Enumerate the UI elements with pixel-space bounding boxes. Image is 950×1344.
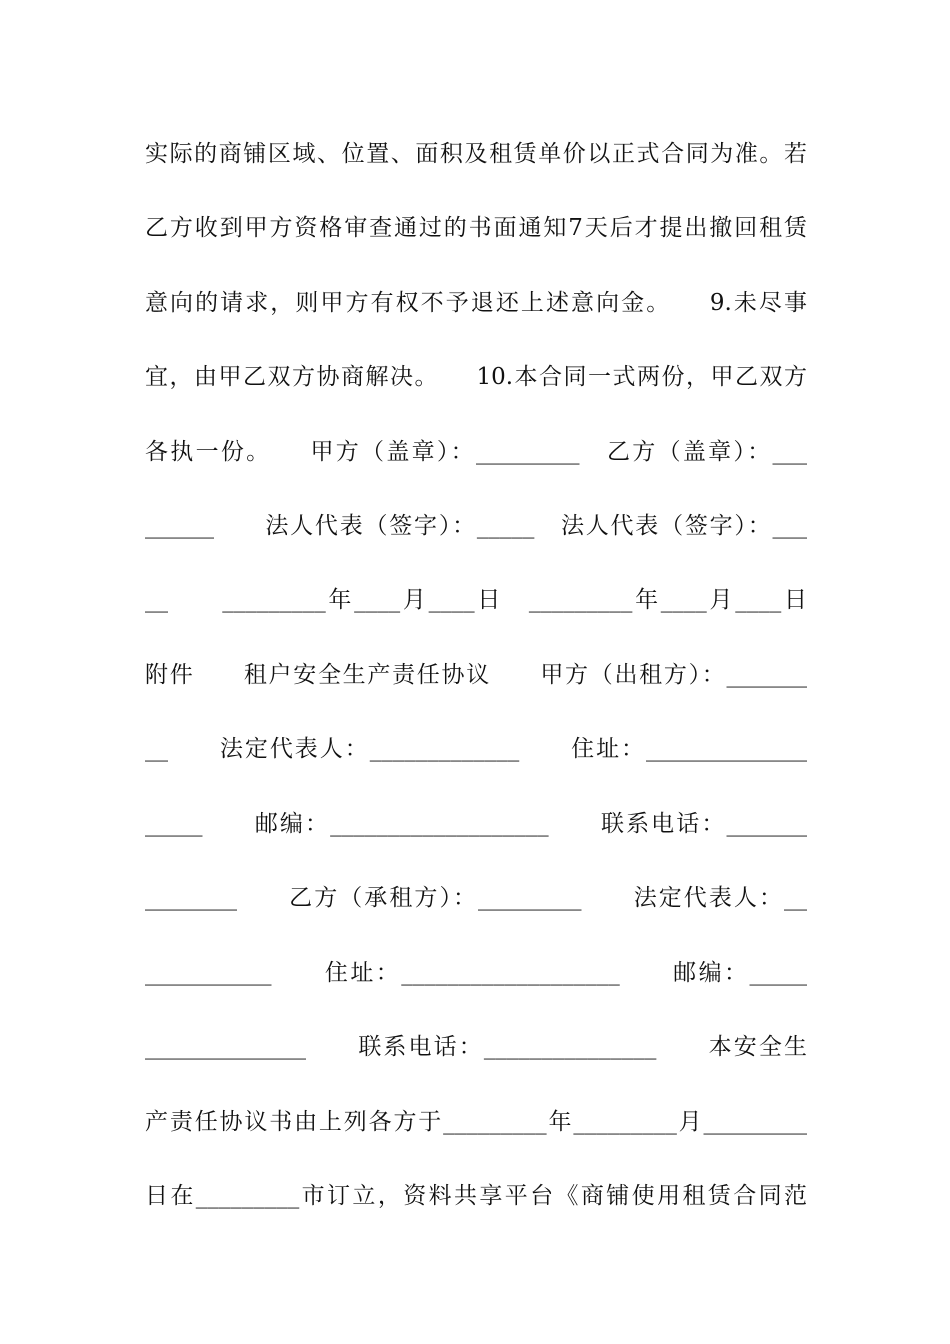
text-line: _____ 邮编：___________________ 联系电话：_______ <box>145 811 807 837</box>
text-line: __ _________年____月____日 _________年____月____日 <box>145 587 807 613</box>
text-line: ______________ 联系电话：_______________ 本安全生 <box>145 1034 807 1060</box>
text-line: 乙方收到甲方资格审查通过的书面通知7天后才提出撤回租赁 <box>145 215 807 241</box>
text-line: 各执一份。 甲方（盖章）：_________ 乙方（盖章）：___ <box>145 439 807 465</box>
text-line: __ 法定代表人：_____________ 住址：______________ <box>145 736 807 762</box>
text-line: 宜，由甲乙双方协商解决。 10.本合同一式两份，甲乙双方 <box>145 364 807 390</box>
text-line: ________ 乙方（承租方）：_________ 法定代表人：__ <box>145 885 807 911</box>
text-line: 日在_________市订立，资料共享平台《商铺使用租赁合同范 <box>145 1183 807 1209</box>
text-line: 附件 租户安全生产责任协议 甲方（出租方）：_______ <box>145 662 807 688</box>
text-line: ______ 法人代表（签字）：_____ 法人代表（签字）：___ <box>145 513 807 539</box>
text-line: ___________ 住址：___________________ 邮编：_____ <box>145 960 807 986</box>
text-line: 实际的商铺区域、位置、面积及租赁单价以正式合同为准。若 <box>145 141 807 167</box>
text-line: 意向的请求，则甲方有权不予退还上述意向金。 9.未尽事 <box>145 290 807 316</box>
text-line: 产责任协议书由上列各方于_________年_________月_________ <box>145 1109 807 1135</box>
